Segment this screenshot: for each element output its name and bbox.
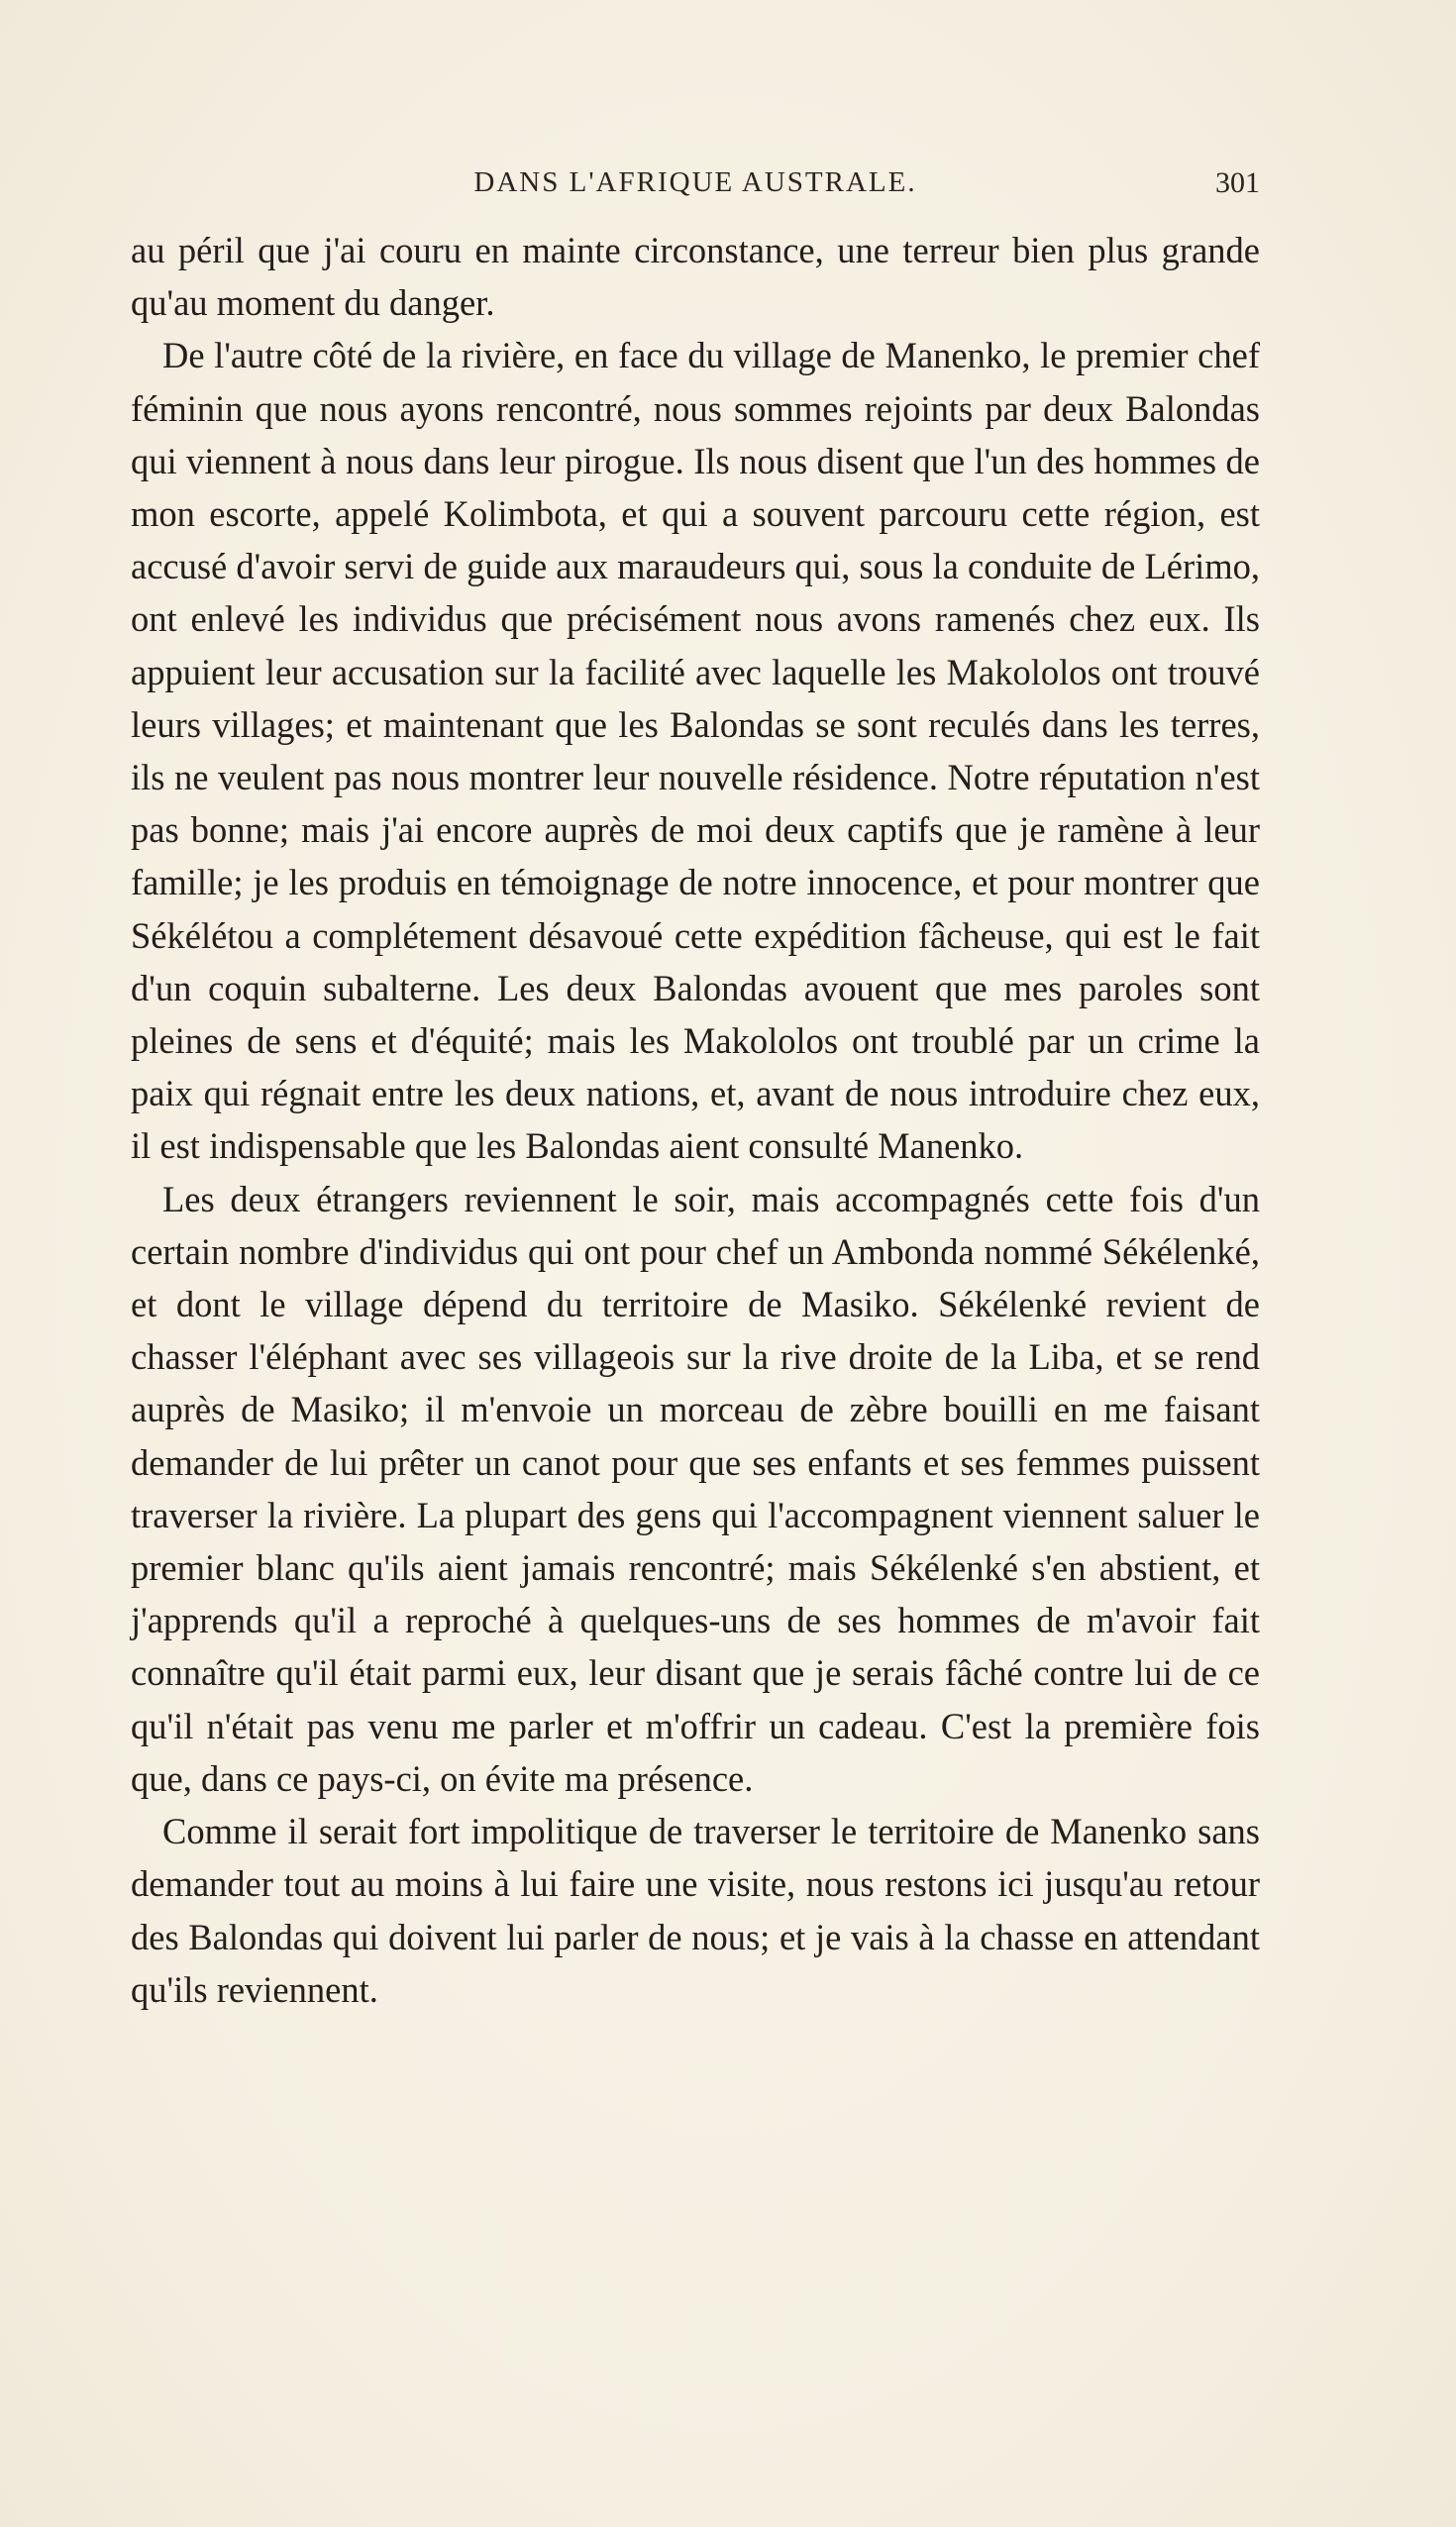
paragraph: Comme il serait fort impolitique de traverser le territoire de Manenko sans demander tout au moins à lui faire une visite, nous restons ici jusqu'au retour des Balondas qui doivent lui parler de nous; et je vais à la chasse en attendant qu'ils reviennent. [131, 1811, 1260, 2010]
paragraph: au péril que j'ai couru en mainte circonstance, une terreur bien plus grande qu'au moment du danger. [131, 230, 1260, 324]
page-header [131, 166, 1260, 206]
page-number: 301 [1215, 166, 1260, 199]
body-text [131, 224, 1260, 2016]
running-title: DANS L'AFRIQUE AUSTRALE. [473, 166, 917, 198]
paragraph: De l'autre côté de la rivière, en face du village de Manenko, le premier chef féminin que nous ayons rencontré, nous sommes rejoints par deux Balondas qui viennent à nous dans leur pirogue. Ils nous disent que l'un des hommes de mon escorte, appelé Kolimbota, et qui a souvent parcouru cette région, est accusé d'avoir servi de guide aux maraudeurs qui, sous la conduite de Lérimo, ont enlevé les individus que précisément nous avons ramenés chez eux. Ils appuient leur accusation sur la facilité avec laquelle les Makololos ont trouvé leurs villages; et maintenant que les Balondas se sont reculés dans les terres, ils ne veulent pas nous montrer leur nouvelle résidence. Notre réputation n'est pas bonne; mais j'ai encore auprès de moi deux captifs que je ramène à leur famille; je les produis en témoignage de notre innocence, et pour montrer que Sékélétou a complétement désavoué cette expédition fâcheuse, qui est le fait d'un coquin subalterne. Les deux Balondas avouent que mes paroles sont pleines de sens et d'équité; mais les Makololos ont troublé par un crime la paix qui régnait entre les deux nations, et, avant de nous introduire chez eux, il est indispensable que les Balondas aient consulté Manenko. [131, 335, 1260, 1167]
paragraph: Les deux étrangers reviennent le soir, mais accompagnés cette fois d'un certain nombre d'individus qui ont pour chef un Ambonda nommé Sékélenké, et dont le village dépend du territoire de Masiko. Sékélenké revient de chasser l'éléphant avec ses villageois sur la rive droite de la Liba, et se rend auprès de Masiko; il m'envoie un morceau de zèbre bouilli en me faisant demander de lui prêter un canot pour que ses enfants et ses femmes puissent traverser la rivière. La plupart des gens qui l'accompagnent viennent saluer le premier blanc qu'ils aient jamais rencontré; mais Sékélenké s'en abstient, et j'apprends qu'il a reproché à quelques-uns de ses hommes de m'avoir fait connaître qu'il était parmi eux, leur disant que je serais fâché contre lui de ce qu'il n'était pas venu me parler et m'offrir un cadeau. C'est la première fois que, dans ce pays-ci, on évite ma présence. [131, 1178, 1260, 1799]
